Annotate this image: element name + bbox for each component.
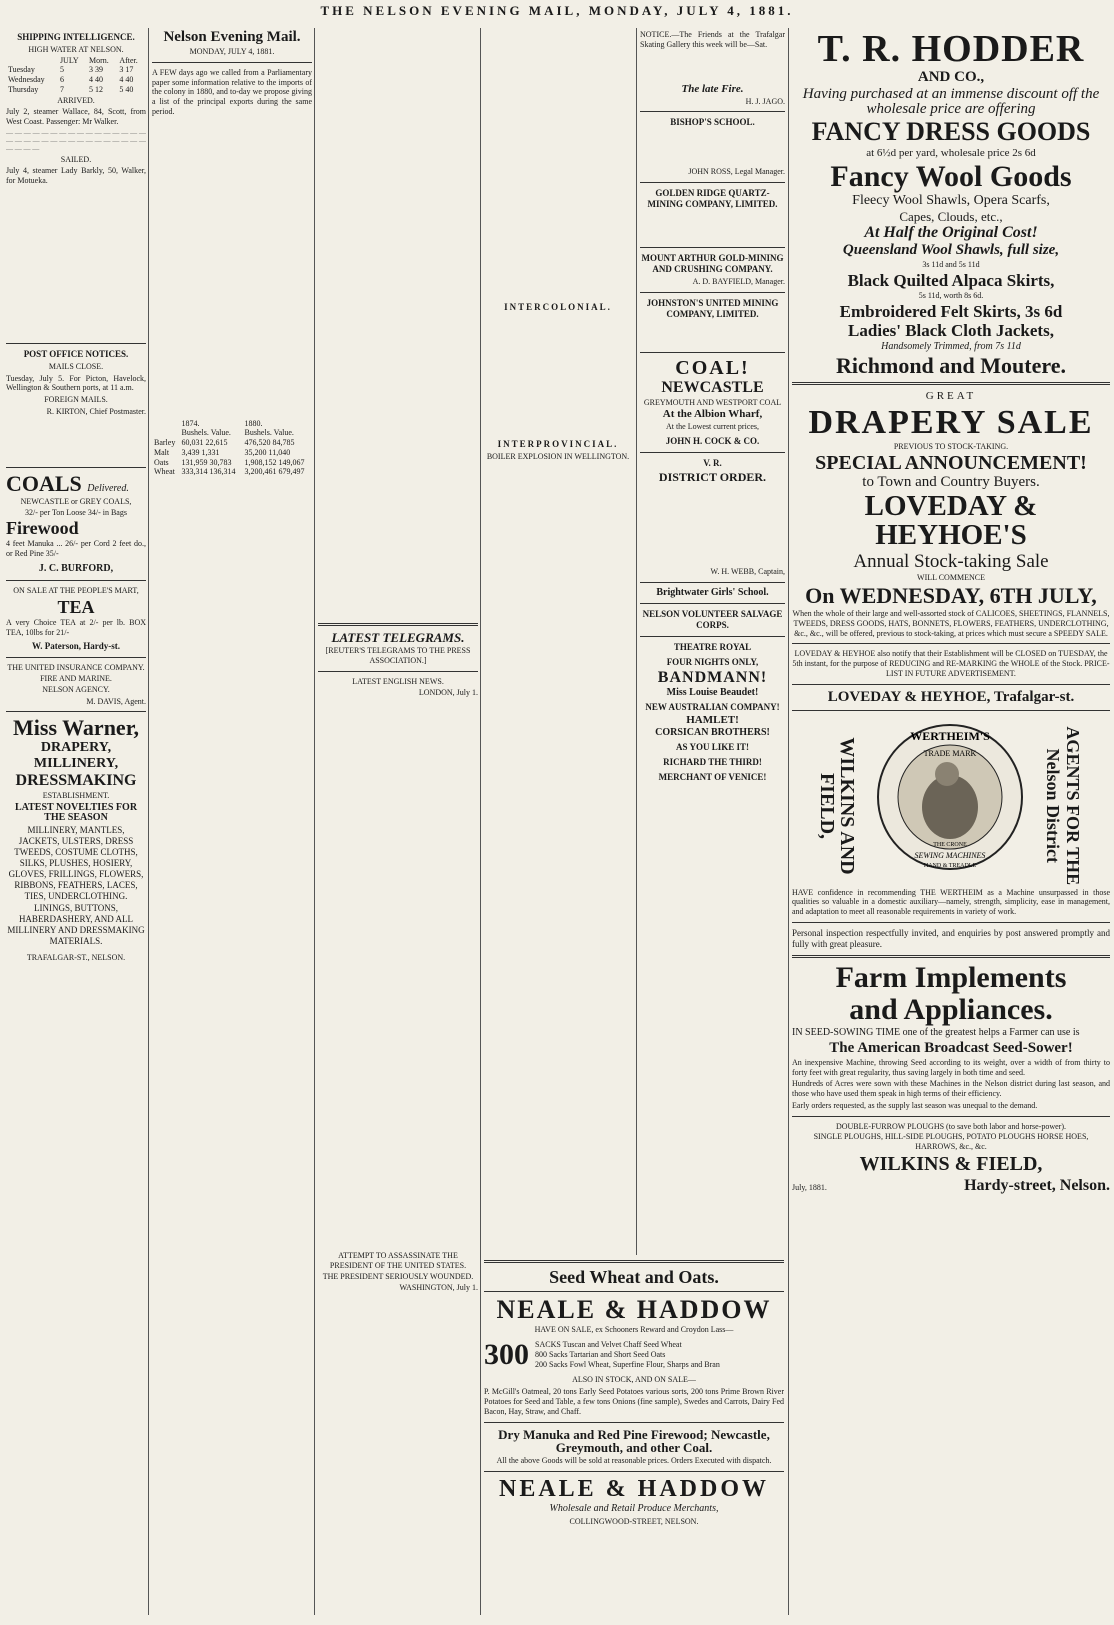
millinery-heading: MILLINERY, [33, 756, 119, 772]
louise-beaudet: Miss Louise Beaudet! [666, 686, 759, 698]
manuka-line: Dry Manuka and Red Pine Firewood; Newcastle, Greymouth, and other Coal. [498, 1427, 770, 1455]
divider [640, 111, 785, 112]
nelson-agency: NELSON AGENCY. [42, 684, 110, 694]
sale-text: When the whole of their large and well-assorted stock of CALICOES, SHEETINGS, FLANNELS, TWEEDS, DRESS GOODS, HATS, BONNETS, FLOWERS, FEATHERS, UNDERCLOTHING, &c., &c., will be offered, previous to stock-taking, at prices which must secure a SPEEDY SALE. [792, 609, 1110, 638]
neale-haddow-signature: NEALE & HADDOW [498, 1476, 769, 1502]
divider [640, 582, 785, 583]
attempt-heading: ATTEMPT TO ASSASSINATE THE PRESIDENT OF THE UNITED STATES. [329, 1251, 467, 1270]
post-office-title: POST OFFICE NOTICES. [23, 348, 129, 359]
drapery-heading: DRAPERY, [40, 740, 112, 756]
vr-label: V. R. [703, 458, 722, 468]
divider [792, 955, 1110, 958]
wounded-heading: THE PRESIDENT SERIOUSLY WOUNDED. [322, 1271, 474, 1281]
sacks-line: 200 Sacks Fowl Wheat, Superfine Flour, Sharps and Bran [535, 1360, 720, 1369]
neale-haddow-ad [484, 1255, 784, 1619]
trimmed-line: Handsomely Trimmed, from 7s 11d [881, 340, 1021, 352]
divider [6, 711, 146, 712]
cock-signature: JOHN H. COCK & CO. [665, 436, 760, 447]
column-rule [788, 28, 789, 1615]
fancy-wool-goods: Fancy Wool Goods [830, 160, 1072, 194]
golden-ridge: GOLDEN RIDGE QUARTZ-MINING COMPANY, LIMITED. [647, 187, 778, 209]
divider [792, 710, 1110, 711]
grain-table: 1874. 1880. Bushels. Value. Bushels. Value. Barley 60,031 22,615 476,520 84,785 Malt 3,439 1,331 35,200 11,040 Oats 131,959 30,783 1,908,152 149,067 Wheat 333,314 136,314 3,200,461 679,497 [154, 418, 305, 477]
logo-hand-treadle: HAND & TREADLE [923, 862, 977, 869]
firewood-heading: Firewood [6, 518, 79, 539]
latest-novelties: LATEST NOVELTIES FOR THE SEASON [14, 802, 138, 824]
goods-list: MILLINERY, MANTLES, JACKETS, ULSTERS, DRESS TWEEDS, COSTUME CLOTHS, SILKS, PLUSHES, HOSIERY, GLOVES, FRILLINGS, FLOWERS, RIBBONS, FEATHERS, LACES, TIES, UNDERCLOTHING. [8, 825, 144, 901]
wertheim-logo [875, 722, 1025, 872]
agents-vertical: AGENTS FOR THE Nelson District [1043, 725, 1083, 885]
wilkins-signature: WILKINS & FIELD, [859, 1152, 1043, 1175]
filler-text [6, 188, 146, 338]
intercolonial-heading: INTERCOLONIAL. [504, 302, 612, 312]
price-line: at 6½d per yard, wholesale price 2s 6d [866, 147, 1036, 159]
divider [640, 292, 785, 293]
seed-sowing-text: IN SEED-SOWING TIME one of the greatest helps a Farmer can use is [792, 1026, 1080, 1038]
notice-text: NOTICE.—The Friends at the Trafalgar Skating Gallery this week will be—Sat. [640, 30, 785, 49]
loveday-heyhoe: LOVEDAY & HEYHOE'S [864, 490, 1038, 552]
mails-close-label: MAILS CLOSE. [48, 361, 104, 371]
divider [318, 623, 478, 626]
and-appliances: and Appliances. [849, 992, 1053, 1026]
newcastle-heading: NEWCASTLE [661, 378, 764, 396]
column-rule [148, 28, 149, 1615]
miss-warner: Miss Warner, [13, 715, 139, 741]
burford-signature: J. C. BURFORD, [38, 562, 114, 574]
divider [792, 684, 1110, 685]
seed-wheat-heading: Seed Wheat and Oats. [549, 1267, 719, 1287]
divider [318, 671, 478, 672]
single-ploughs: SINGLE PLOUGHS, HILL-SIDE PLOUGHS, POTATO PLOUGHS HORSE HOES, HARROWS, &c., &c. [813, 1132, 1089, 1152]
article-body [484, 315, 632, 435]
logo-bottom-text: SEWING MACHINES [914, 850, 986, 860]
sacks-line: 800 Sacks Tartarian and Short Seed Oats [535, 1350, 666, 1359]
dressmaking-heading: DRESSMAKING [15, 772, 137, 790]
london-dateline: LONDON, July 1. [418, 688, 478, 698]
tea-heading: TEA [57, 596, 95, 617]
coal-heading: COAL! [675, 356, 750, 379]
column-rule [480, 28, 481, 1615]
boiler-heading: BOILER EXPLOSION IN WELLINGTON. [486, 451, 630, 461]
richard-third: RICHARD THE THIRD! [663, 756, 762, 767]
crone-head [935, 762, 959, 786]
divider [640, 182, 785, 183]
divider [6, 657, 146, 658]
brightwater-school: Brightwater Girls' School. [656, 586, 769, 598]
have-on-sale: HAVE ON SALE, ex Schooners Reward and Croydon Lass— [534, 1325, 734, 1334]
logo-crone: THE CRONE [933, 841, 967, 848]
filler-text [640, 52, 785, 82]
merchant-venice: MERCHANT OF VENICE! [658, 771, 767, 782]
column-1 [6, 28, 146, 1619]
divider [152, 62, 312, 63]
previous-stocktaking: PREVIOUS TO STOCK-TAKING. [893, 441, 1009, 451]
arrived-heading: ARRIVED. [57, 95, 95, 105]
article-body [318, 700, 478, 1250]
establishment-label: ESTABLISHMENT. [42, 791, 110, 801]
divider [792, 643, 1110, 644]
filler-text [640, 485, 785, 565]
half-cost: At Half the Original Cost! [864, 224, 1038, 242]
divider [484, 1471, 784, 1472]
confidence-text: HAVE confidence in recommending THE WERTHEIM as a Machine unsurpassed in those qualities so valuable in a domestic auxiliary—namely, strength, simplicity, ease in management, and adaptation to meet all reasonable requirements in variety of work. [792, 887, 1110, 916]
filler-text [640, 212, 785, 242]
fleecy-line: Fleecy Wool Shawls, Opera Scarfs, [852, 193, 1050, 209]
logo-top-text: WERTHEIM'S [910, 728, 990, 743]
divider [640, 352, 785, 353]
column-3 [318, 28, 478, 1619]
broadcast-sower: The American Broadcast Seed-Sower! [829, 1039, 1073, 1056]
divider [792, 382, 1110, 385]
address-line: COLLINGWOOD-STREET, NELSON. [569, 1516, 699, 1526]
divider [6, 467, 146, 468]
filler-text [640, 130, 785, 165]
newcastle-coals: NEWCASTLE or GREY COALS, [20, 496, 132, 506]
great-label: GREAT [925, 390, 977, 403]
capes-line: Capes, Clouds, etc., [899, 209, 1003, 225]
purchased-text: Having purchased at an immense discount off the wholesale price are offering [802, 86, 1100, 117]
page-masthead: THE NELSON EVENING MAIL, MONDAY, JULY 4, 1881. [320, 3, 794, 18]
queensland-line: Queensland Wool Shawls, full size, [842, 242, 1060, 259]
hundreds-text: Hundreds of Acres were sown with these Machines in the Nelson district during last season, and those who have used them speak in high terms of their efficiency. [792, 1079, 1110, 1099]
divider [6, 343, 146, 344]
arrived-text: July 2, steamer Wallace, 84, Scott, from West Coast. Passenger: Mr Walker. [6, 107, 146, 127]
paterson-signature: W. Paterson, Hardy-st. [32, 641, 120, 652]
sailed-text: July 4, steamer Lady Barkly, 50, Walker, for Motueka. [6, 166, 146, 186]
sower-text: An inexpensive Machine, throwing Seed according to its weight, over a width of from thirty to forty feet with great regularity, thus saving largely in both time and seed. [792, 1057, 1110, 1077]
late-fire-heading: The late Fire. [681, 82, 744, 95]
divider [640, 603, 785, 604]
drapery-sale: DRAPERY SALE [808, 403, 1094, 441]
closed-text: LOVEDAY & HEYHOE also notify that their Establishment will be CLOSED on TUESDAY, the 5th instant, for the purpose of REDUCING and RE-MARKING the WHOLE of the Stock. PRICE-LIST IN FUTURE ADVERTISEMENT. [792, 649, 1110, 678]
volunteer-corps: NELSON VOLUNTEER SALVAGE CORPS. [642, 608, 783, 630]
lead-paragraph: A FEW days ago we called from a Parliamentary paper some information relative to the imports of the colony in 1880, and to-day we propose giving a list of the principal exports during the same period. [152, 67, 312, 116]
trafalgar-address: TRAFALGAR-ST., NELSON. [26, 952, 126, 962]
also-text: P. McGill's Oatmeal, 20 tons Early Seed Potatoes various sorts, 200 tons Prime Brown River Potatoes for Seed and Table, a few tons Onions (fine sample), Swedes and Carrots, Dairy Fed Bacon, Hay, Straw, and Chaff. [484, 1387, 784, 1416]
latest-telegrams: LATEST TELEGRAMS. [331, 630, 465, 645]
also-in-stock: ALSO IN STOCK, AND ON SALE— [572, 1375, 696, 1384]
shipping-title: SHIPPING INTELLIGENCE. [17, 32, 135, 42]
annual-sale: Annual Stock-taking Sale [853, 551, 1049, 573]
divider [792, 1116, 1110, 1117]
wholesale-line: Wholesale and Retail Produce Merchants, [549, 1503, 719, 1514]
on-sale-label: ON SALE AT THE PEOPLE'S MART, [13, 586, 139, 596]
divider [484, 1422, 784, 1423]
column-2 [152, 28, 312, 1619]
wertheim-ad [792, 716, 1110, 886]
bayfield-signature: A. D. BAYFIELD, Manager. [692, 276, 785, 286]
filler-text [640, 322, 785, 347]
tea-text: A very Choice TEA at 2/- per lb. BOX TEA, 10lbs for 21/- [6, 617, 146, 637]
fancy-dress-goods: FANCY DRESS GOODS [811, 117, 1091, 146]
coal-prices: 32/- per Ton Loose 34/- in Bags [25, 507, 127, 517]
early-orders: Early orders requested, as the supply last season was unequal to the demand. [792, 1100, 1038, 1110]
farm-implements: Farm Implements [835, 960, 1067, 994]
ross-signature: JOHN ROSS, Legal Manager. [688, 167, 785, 177]
reuter-credit: [REUTER'S TELEGRAMS TO THE PRESS ASSOCIATION.] [325, 646, 471, 665]
will-commence: WILL COMMENCE [917, 573, 985, 583]
logo-trade-mark: TRADE MARK [923, 748, 977, 758]
jago-signature: H. J. JAGO. [745, 96, 785, 106]
divider [640, 452, 785, 453]
coals-heading: COALS Delivered. [6, 470, 129, 496]
richmond-moutere: Richmond and Moutere. [836, 353, 1066, 379]
paper-title: Nelson Evening Mail. [163, 29, 301, 45]
and-co: AND CO., [917, 69, 985, 85]
english-news: LATEST ENGLISH NEWS. [352, 676, 444, 686]
column-5 [640, 28, 785, 1255]
mount-arthur: MOUNT ARTHUR GOLD-MINING AND CRUSHING COMPANY. [641, 252, 784, 274]
sacks-list [535, 1340, 720, 1370]
fire-marine: FIRE AND MARINE. [40, 674, 112, 684]
number-300: 300 [484, 1338, 529, 1371]
four-nights: FOUR NIGHTS ONLY, [666, 656, 759, 667]
divider [640, 247, 785, 248]
cloth-jackets: Ladies' Black Cloth Jackets, [848, 320, 1054, 340]
district-order: DISTRICT ORDER. [658, 469, 767, 484]
special-announcement: SPECIAL ANNOUNCEMENT! [815, 452, 1087, 475]
postmaster-signature: R. KIRTON, Chief Postmaster. [46, 406, 146, 416]
wednesday-date: On WEDNESDAY, 6TH JULY, [805, 583, 1097, 608]
mails-text: Tuesday, July 5. For Picton, Havelock, Wellington & Southern ports, at 11 a.m. [6, 373, 146, 393]
hodder-title: T. R. HODDER [817, 28, 1085, 70]
united-insurance: THE UNITED INSURANCE COMPANY. [7, 663, 145, 673]
article-body [484, 28, 632, 298]
hamlet-title: HAMLET! [686, 713, 739, 726]
new-company: NEW AUSTRALIAN COMPANY! [645, 701, 780, 712]
bandmann-name: BANDMANN! [657, 668, 768, 686]
column-rule [314, 28, 315, 1615]
divider [484, 1291, 784, 1292]
loveday-signature: LOVEDAY & HEYHOE, Trafalgar-st. [827, 688, 1075, 705]
corsican-title: CORSICAN BROTHERS! [655, 726, 770, 738]
sacks-line: SACKS Tuscan and Velvet Chaff Seed Wheat [535, 1340, 682, 1349]
theatre-royal: THEATRE ROYAL [673, 641, 752, 652]
neale-haddow-title: NEALE & HADDOW [496, 1295, 772, 1324]
personal-text: Personal inspection respectfully invited, and enquiries by post answered promptly and fully with great pleasure. [792, 927, 1110, 949]
divider [484, 1260, 784, 1263]
alpaca-line: Black Quilted Alpaca Skirts, [847, 271, 1055, 291]
alpaca-price: 5s 11d, worth 8s 6d. [918, 291, 984, 301]
greymouth-line: GREYMOUTH AND WESTPORT COAL [643, 397, 782, 407]
orders-line: All the above Goods will be sold at reasonable prices. Orders Executed with dispatch. [496, 1456, 772, 1465]
johnston-company: JOHNSTON'S UNITED MINING COMPANY, LIMITED. [646, 297, 779, 319]
high-water-label: HIGH WATER AT NELSON. [28, 44, 124, 54]
town-country: to Town and Country Buyers. [862, 474, 1040, 491]
hardy-street: Hardy-street, Nelson. [964, 1176, 1110, 1194]
article-body [318, 28, 478, 618]
article-body [484, 463, 632, 1023]
double-ploughs: DOUBLE-FURROW PLOUGHS (to save both labor and horse-power). [835, 1121, 1067, 1131]
footer-row [792, 1176, 1110, 1196]
foreign-mails-label: FOREIGN MAILS. [44, 395, 108, 405]
linings-list: LININGS, BUTTONS, HABERDASHERY, AND ALL MILLINERY AND DRESSMAKING MATERIALS. [7, 902, 145, 946]
davis-signature: M. DAVIS, Agent. [86, 696, 146, 706]
divider [792, 922, 1110, 923]
sacks-block [484, 1338, 784, 1372]
filler-text: — — — — — — — — — — — — — — — — — — — — — — — — — — — — — — — — — — — — [6, 128, 146, 154]
firewood-prices: 4 feet Manuka ... 26/- per Cord 2 feet do., or Red Pine 35/- [6, 539, 146, 559]
queensland-price: 3s 11d and 5s 11d [922, 260, 980, 270]
divider [6, 580, 146, 581]
column-6 [792, 28, 1110, 1619]
albion-wharf: At the Albion Wharf, [662, 408, 763, 421]
wilkins-field-vertical: WILKINS AND FIELD, [816, 736, 858, 875]
webb-signature: W. H. WEBB, Captain, [710, 566, 785, 576]
tide-table: JULY Morn. After. Tuesday 5 3 39 3 17 Wednesday 6 4 40 4 40 Thursday 7 5 12 5 40 [8, 55, 138, 94]
article-body [152, 119, 312, 419]
interprovincial-heading: INTERPROVINCIAL. [497, 438, 619, 449]
as-you-like-it: AS YOU LIKE IT! [676, 741, 749, 752]
sailed-heading: SAILED. [60, 154, 92, 164]
article-body [152, 477, 312, 1477]
washington-dateline: WASHINGTON, July 1. [399, 1283, 478, 1293]
bishops-school: BISHOP'S SCHOOL. [670, 117, 755, 128]
paper-date: MONDAY, JULY 4, 1881. [189, 47, 275, 56]
july-date: July, 1881. [792, 1182, 827, 1192]
felt-skirts: Embroidered Felt Skirts, 3s 6d [839, 301, 1063, 321]
lowest-prices: At the Lowest current prices, [665, 422, 760, 432]
divider [640, 636, 785, 637]
